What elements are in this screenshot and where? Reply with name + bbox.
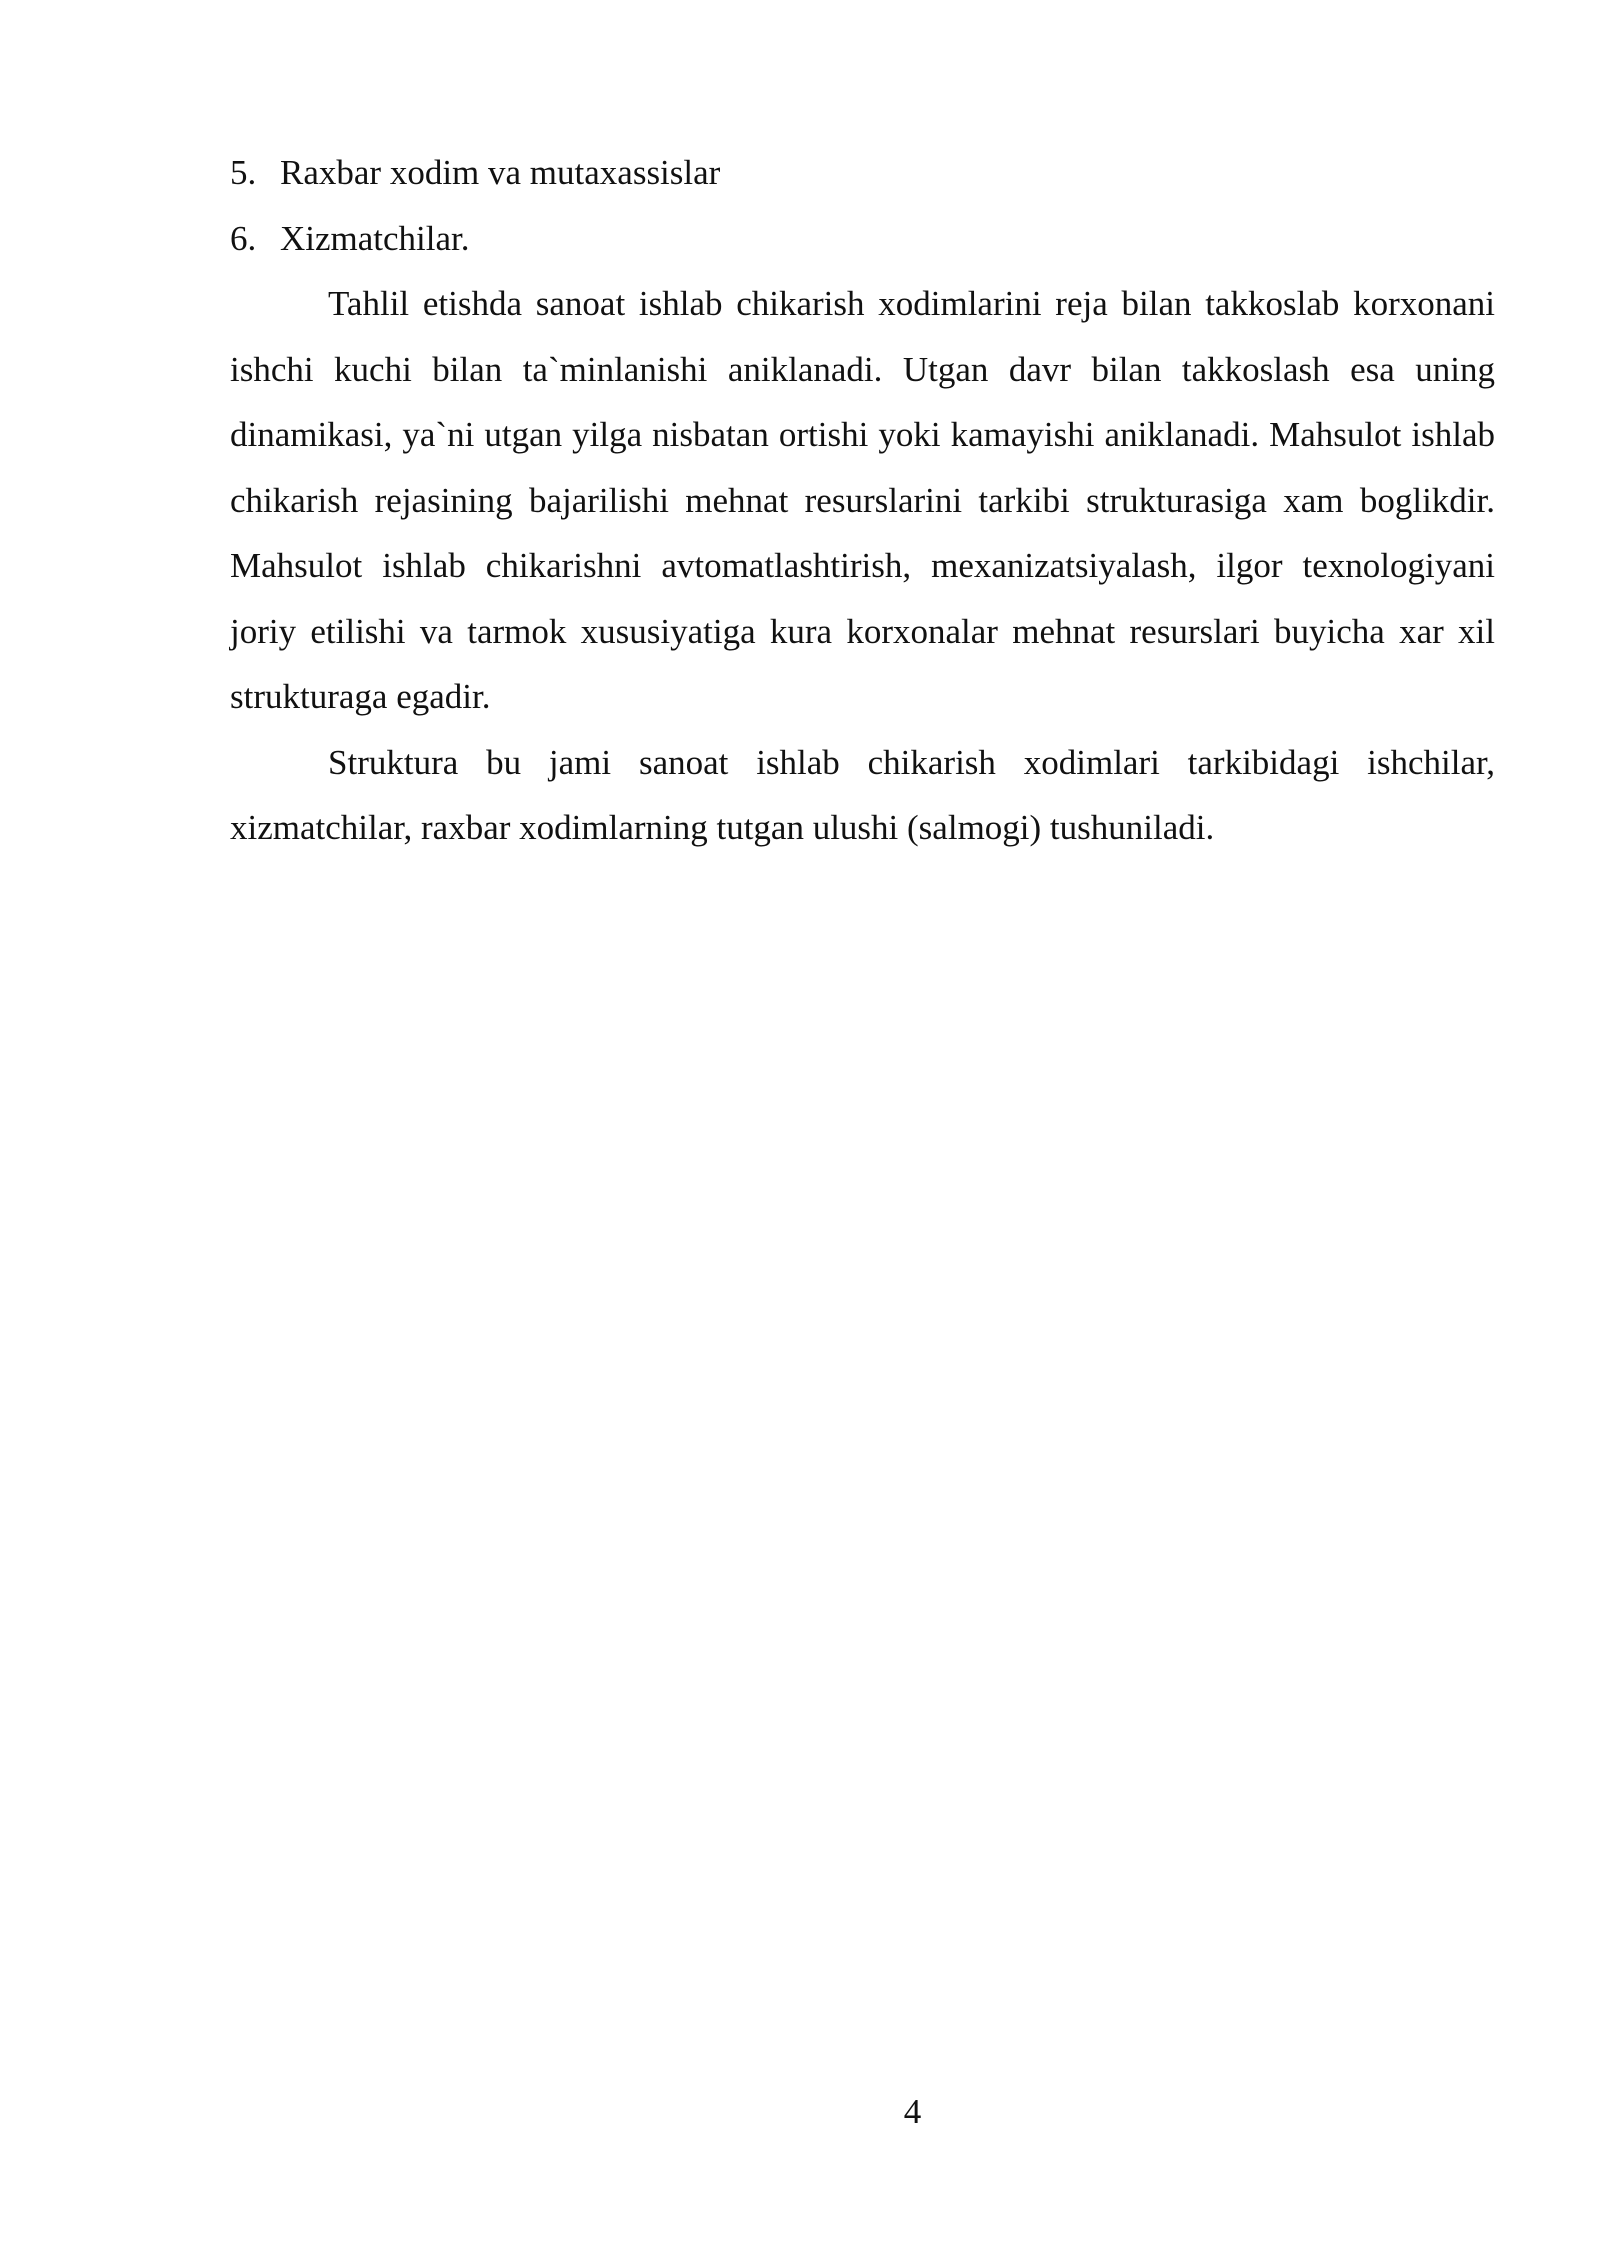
page-number: 4 (903, 2092, 922, 2131)
list-item-number: 5. (230, 153, 257, 192)
list-item-text: Xizmatchilar. (280, 218, 470, 258)
list-item-text: Raxbar xodim va mutaxassislar (280, 153, 721, 192)
list-item-number: 6. (230, 218, 257, 258)
list-item (230, 206, 1495, 272)
paragraph-structure: Struktura bu jami sanoat ishlab chikarish xodimlari tarkibidagi ishchilar, xizmatchilar, raxbar xodimlarning tutgan ulushi (salmogi) tushuniladi. (230, 742, 1495, 847)
page-content (230, 140, 1495, 861)
paragraph-analysis: Tahlil etishda sanoat ishlab chikarish xodimlarini reja bilan takkoslab korxonani ishchi kuchi bilan ta`minlanishi aniklanadi. Utgan davr bilan takkoslash esa uning dinamikasi, ya`ni utgan yilga nisbatan ortishi yoki kamayishi aniklanadi. Mahsulot ishlab chikarish rejasining bajarilishi mehnat resurslarini tarkibi strukturasiga xam boglikdir. Mahsulot ishlab chikarishni avtomatlashtirish, mexanizatsiyalash, ilgor texnologiyani joriy etilishi va tarmok xususiyatiga kura korxonalar mehnat resurslari buyicha xar xil strukturaga egadir. (230, 284, 1495, 716)
list-item (230, 140, 1495, 206)
